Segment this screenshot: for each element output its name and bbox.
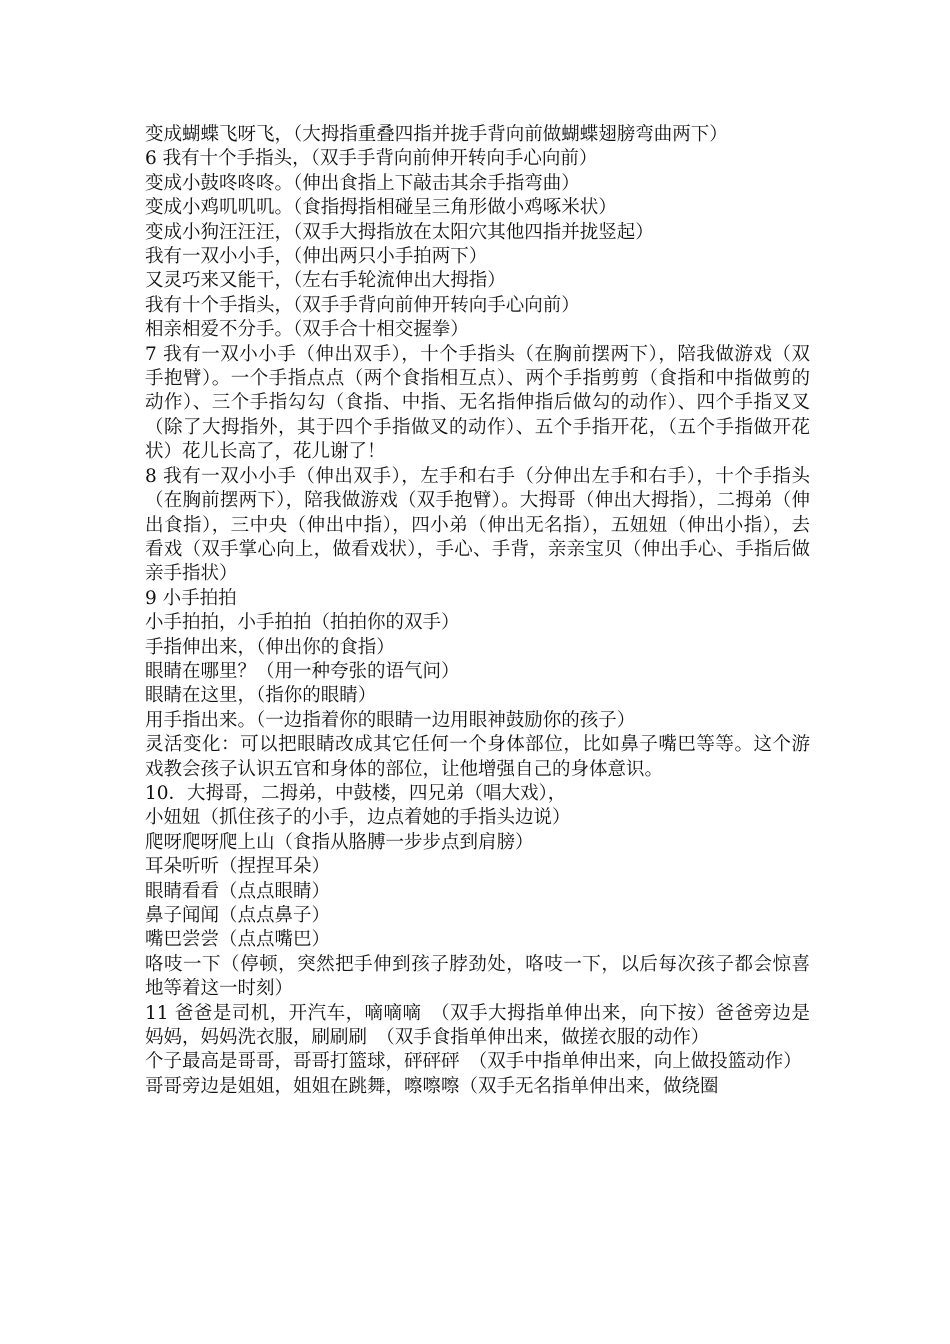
text-paragraph: 用手指出来。（一边指着你的眼睛一边用眼神鼓励你的孩子） <box>145 709 636 731</box>
document-page <box>145 123 810 1099</box>
text-paragraph: 眼睛在哪里？（用一种夸张的语气问） <box>145 660 460 682</box>
text-paragraph: 个子最高是哥哥，哥哥打篮球，砰砰砰 （双手中指单伸出来，向上做投篮动作） <box>145 1051 802 1073</box>
text-paragraph: 7 我有一双小小手（伸出双手），十个手指头（在胸前摆两下），陪我做游戏（双手抱臂）。一个手指点点（两个食指相互点）、两个手指剪剪（食指和中指做剪的动作）、三个手指勾勾（食指、中指、无名指伸指后做勾的动作）、四个手指叉叉（除了大拇指外，其于四个手指做叉的动作）、五个手指开花，（五个手指做开花状）花儿长高了，花儿谢了！ <box>145 343 810 463</box>
text-paragraph: 鼻子闻闻（点点鼻子） <box>145 905 331 926</box>
text-paragraph: 11 爸爸是司机，开汽车，嘀嘀嘀 （双手大拇指单伸出来，向下按）爸爸旁边是妈妈，妈妈洗衣服，刷刷刷 （双手食指单伸出来，做搓衣服的动作） <box>145 1002 810 1049</box>
text-paragraph: 小妞妞（抓住孩子的小手，边点着她的手指头边说） <box>145 807 571 829</box>
text-paragraph: 嘴巴尝尝（点点嘴巴） <box>145 929 331 951</box>
text-paragraph: 哥哥旁边是姐姐，姐姐在跳舞，嚓嚓嚓（双手无名指单伸出来，做绕圈 <box>145 1075 719 1097</box>
section-heading: 9 小手拍拍 <box>145 587 237 609</box>
text-paragraph: 小手拍拍，小手拍拍（拍拍你的双手） <box>145 612 460 634</box>
text-paragraph: 眼睛看看（点点眼睛） <box>145 880 331 902</box>
text-paragraph: 6 我有十个手指头，（双手手背向前伸开转向手心向前） <box>145 148 598 170</box>
text-paragraph: 变成蝴蝶飞呀飞，（大拇指重叠四指并拢手背向前做蝴蝶翅膀弯曲两下） <box>145 124 728 145</box>
text-paragraph: 相亲相爱不分手。（双手合十相交握拳） <box>145 319 469 341</box>
text-paragraph: 眼睛在这里，（指你的眼睛） <box>145 685 377 707</box>
text-paragraph: 变成小鼓咚咚咚。（伸出食指上下敲击其余手指弯曲） <box>145 172 580 194</box>
text-paragraph: 又灵巧来又能干，（左右手轮流伸出大拇指） <box>145 270 506 292</box>
text-paragraph: 我有一双小小手，（伸出两只小手拍两下） <box>145 246 488 268</box>
text-paragraph: 我有十个手指头，（双手手背向前伸开转向手心向前） <box>145 294 580 316</box>
text-paragraph: 灵活变化：可以把眼睛改成其它任何一个身体部位，比如鼻子嘴巴等等。这个游戏教会孩子认识五官和身体的部位，让他增强自己的身体意识。 <box>145 734 810 780</box>
text-paragraph: 耳朵听听（捏捏耳朵） <box>145 856 331 878</box>
text-paragraph: 手指伸出来，（伸出你的食指） <box>145 636 395 658</box>
text-paragraph: 10．大拇哥，二拇弟，中鼓楼，四兄弟（唱大戏）， <box>145 782 567 804</box>
text-paragraph: 爬呀爬呀爬上山（食指从胳膊一步步点到肩膀） <box>145 831 534 853</box>
text-paragraph: 8 我有一双小小手（伸出双手），左手和右手（分伸出左手和右手），十个手指头（在胸前摆两下），陪我做游戏（双手抱臂）。大拇哥（伸出大拇指），二拇弟（伸出食指），三中央（伸出中指），四小弟（伸出无名指），五妞妞（伸出小指），去看戏（双手掌心向上，做看戏状），手心、手背，亲亲宝贝（伸出手心、手指后做亲手指状） <box>145 465 810 585</box>
text-paragraph: 变成小鸡叽叽叽。（食指拇指相碰呈三角形做小鸡啄米状） <box>145 197 617 219</box>
text-paragraph: 咯吱一下（停顿，突然把手伸到孩子脖劲处，咯吱一下，以后每次孩子都会惊喜地等着这一时刻） <box>145 953 810 1000</box>
text-paragraph: 变成小狗汪汪汪，（双手大拇指放在太阳穴其他四指并拢竖起） <box>145 221 654 243</box>
